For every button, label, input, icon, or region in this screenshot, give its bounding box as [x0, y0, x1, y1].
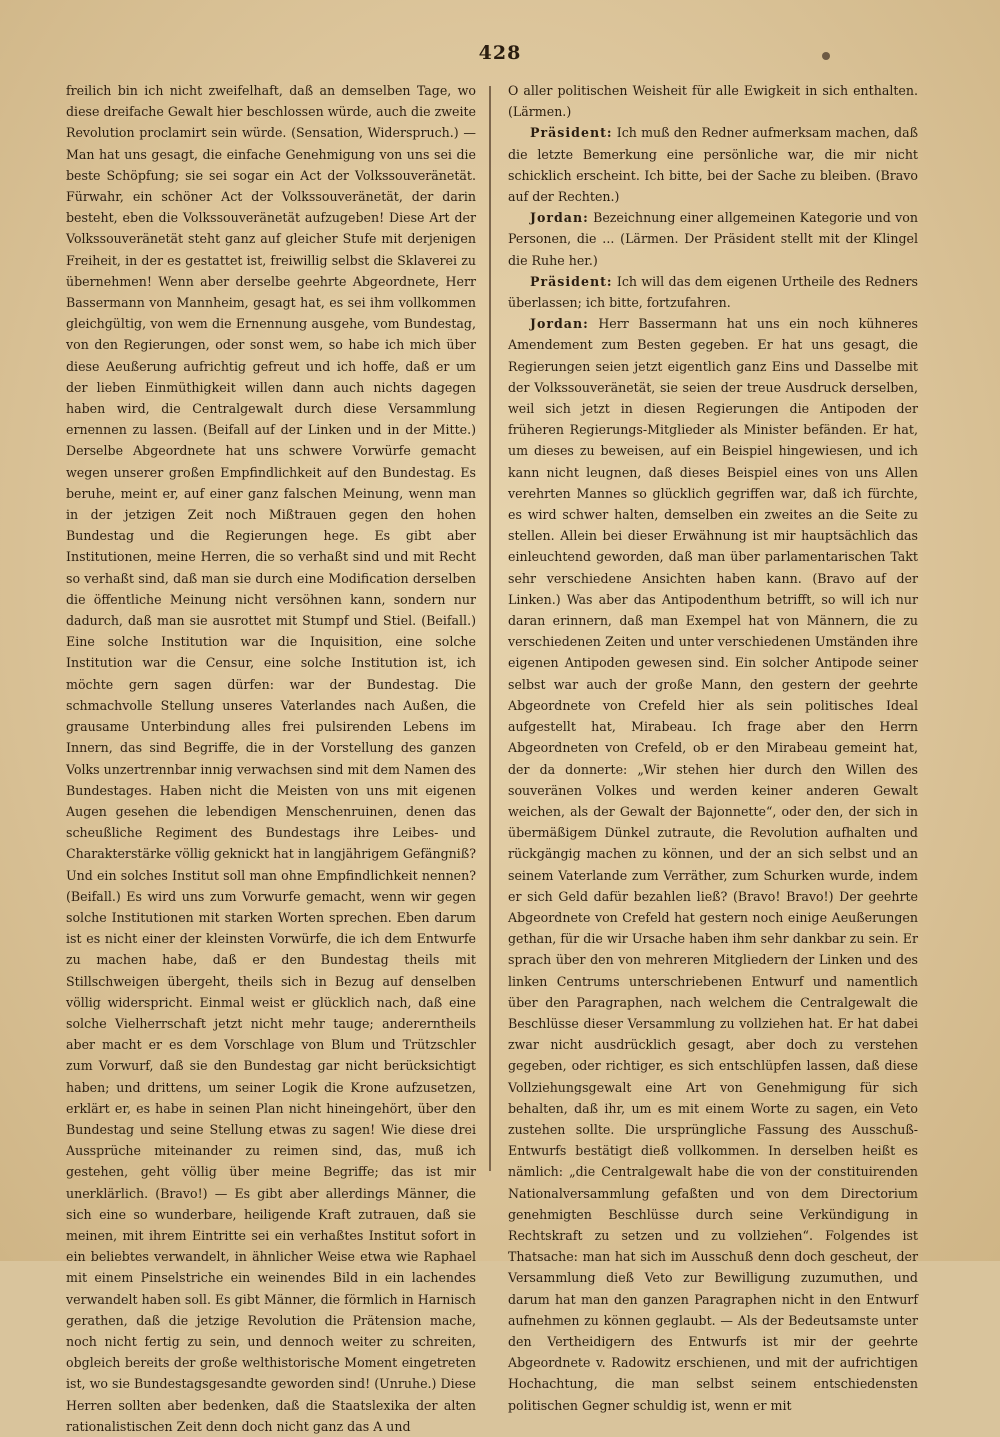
right-paragraph	[508, 80, 918, 122]
right-column	[508, 80, 918, 1413]
paragraph-text: Herr Bassermann hat uns ein noch kühneres Amendement zum Besten gegeben. Er hat uns gesagt, die Regierungen seien jetzt eigentlich ganz Eins und Dasselbe mit der Volkssouveränetät, sie seien der treue Ausdruck derselben, weil sich jetzt in diesen Regierungen die Antipoden der früheren Regierungs-Mitglieder als Minister befänden. Er hat, um dieses zu beweisen, auf ein Beispiel hingewiesen, und ich kann nicht leugnen, daß dieses Beispiel eines von uns Allen verehrten Mannes so glücklich gegriffen war, daß ich fürchte, es wird schwer halten, demselben ein zweites an die Seite zu stellen. Allein bei dieser Erwähnung ist mir hauptsächlich das einleuchtend geworden, daß man über parlamentarischen Takt sehr verschiedene Ansichten haben kann. (Bravo auf der Linken.) Was aber das Antipodenthum betrifft, so will ich nur daran erinnern, daß man Exempel hat von Männern, die zu verschiedenen Zeiten und unter verschiedenen Umständen ihre eigenen Antipoden gewesen sind. Ein solcher Antipode seiner selbst war auch der große Mann, den gestern der geehrte Abgeordnete von Crefeld hier als sein politisches Ideal aufgestellt hat, Mirabeau. Ich frage aber den Herrn Abgeordneten von Crefeld, ob er den Mirabeau gemeint hat, der da donnerte: „Wir stehen hier durch den Willen des souveränen Volkes und werden keiner anderen Gewalt weichen, als der Gewalt der Bajonnette“, oder den, der sich in übermäßigem Dünkel zutraute, die Revolution aufhalten und rückgängig machen zu können, und der an sich selbst und an seinem Vaterlande zum Verräther, zum Schurken wurde, indem er sich Geld dafür bezahlen ließ? (Bravo! Bravo!) Der geehrte Abgeordnete von Crefeld hat gestern noch einige Aeußerungen gethan, für die wir Ursache haben ihm sehr dankbar zu sein. Er sprach über den von mehreren Mitgliedern der Linken und des linken Centrums unterschriebenen Entwurf und namentlich über den Paragraphen, nach welchem die Centralgewalt die Beschlüsse dieser Versammlung zu vollziehen hat. Er hat dabei zwar nicht ausdrücklich gesagt, aber doch zu verstehen gegeben, oder richtiger, es sich entschlüpfen lassen, daß diese Vollziehungsgewalt eine Art von Genehmigung für sich behalten, daß ihr, um es mit einem Worte zu sagen, ein Veto zustehen sollte. Die ursprüngliche Fassung des Ausschuß-Entwurfs bestätigt dieß vollkommen. In derselben heißt es nämlich: „die Centralgewalt habe die von der constituirenden Nationalversammlung gefaßten und von dem Directorium genehmigten Beschlüsse durch seine Verkündigung in Rechtskraft zu setzen und zu vollziehen“. Folgendes ist Thatsache: man hat sich im Ausschuß denn doch gescheut, der Versammlung dieß Veto zur Bewilligung zuzumuthen, und darum hat man den ganzen Paragraphen nicht in den Entwurf aufnehmen zu können geglaubt. — Als der Bedeutsamste unter den Vertheidigern des Entwurfs ist mir der geehrte Abgeordnete v. Radowitz erschienen, und mit der aufrichtigen Hochachtung, die man selbst seinem entschiedensten politischen Gegner schuldig ist, wenn er mit	[508, 316, 918, 1413]
left-column	[66, 80, 476, 1434]
left-paragraph: freilich bin ich nicht zweifelhaft, daß an demselben Tage, wo diese dreifache Gewalt hier beschlossen würde, auch die zweite Revolution proclamirt sein würde. (Sensation, Widerspruch.) — Man hat uns gesagt, die einfache Genehmigung von uns sei die beste Schöpfung; sie sei sogar ein Act der Volkssouveränetät. Fürwahr, ein schöner Act der Volkssouveränetät, der darin besteht, eben die Volkssouveränetät aufzugeben! Diese Art der Volkssouveränetät steht ganz auf gleicher Stufe mit derjenigen Freiheit, in der es gestattet ist, freiwillig selbst die Sklaverei zu übernehmen! Wenn aber derselbe geehrte Abgeordnete, Herr Bassermann von Mannheim, gesagt hat, es sei ihm vollkommen gleichgültig, von wem die Ernennung ausgehe, vom Bundestag, von den Regierungen, oder sonst wem, so habe ich mich über diese Aeußerung aufrichtig gefreut und ich hoffe, daß er um der lieben Einmüthigkeit willen dann auch nichts dagegen haben wird, die Centralgewalt durch diese Versammlung ernennen zu lassen. (Beifall auf der Linken und in der Mitte.) Derselbe Abgeordnete hat uns schwere Vorwürfe gemacht wegen unserer großen Empfindlichkeit auf den Bundestag. Es beruhe, meint er, auf einer ganz falschen Meinung, wenn man in der jetzigen Zeit noch Mißtrauen gegen den hohen Bundestag und die Regierungen hege. Es gibt aber Institutionen, meine Herren, die so verhaßt sind und mit Recht so verhaßt sind, daß man sie durch eine Modification derselben die öffentliche Meinung nicht versöhnen kann, sondern nur dadurch, daß man sie ausrottet mit Stumpf und Stiel. (Beifall.) Eine solche Institution war die Inquisition, eine solche Institution war die Censur, eine solche Institution ist, ich möchte gern sagen dürfen: war der Bundestag. Die schmachvolle Stellung unseres Vaterlandes nach Außen, die grausame Unterbindung alles frei pulsirenden Lebens im Innern, das sind Begriffe, die in der Vorstellung des ganzen Volks unzertrennbar innig verwachsen sind mit dem Namen des Bundestages. Haben nicht die Meisten von uns mit eigenen Augen gesehen die lebendigen Menschenruinen, denen das scheußliche Regiment des Bundestags ihre Leibes- und Charakterstärke völlig geknickt hat in langjährigem Gefängniß? Und ein solches Institut soll man ohne Empfindlichkeit nennen? (Beifall.) Es wird uns zum Vorwurfe gemacht, wenn wir gegen solche Institutionen mit starken Worten sprechen. Eben darum ist es nicht einer der kleinsten Vorwürfe, die ich dem Entwurfe zu machen habe, daß er den Bundestag theils mit Stillschweigen übergeht, theils sich in Bezug auf denselben völlig widerspricht. Einmal weist er glücklich nach, daß eine solche Vielherrschaft jetzt nicht mehr tauge; andererntheils aber macht er es dem Vorschlage von Blum und Trützschler zum Vorwurf, daß sie den Bundestag gar nicht berücksichtigt haben; und drittens, um seiner Logik die Krone aufzusetzen, erklärt er, es habe in seinen Plan nicht hineingehört, über den Bundestag und seine Stellung etwas zu sagen! Wie diese drei Aussprüche miteinander zu reimen sind, das, muß ich gestehen, geht völlig über meine Begriffe; das ist mir unerklärlich. (Bravo!) — Es gibt aber allerdings Männer, die sich eine so wunderbare, heiligende Kraft zutrauen, daß sie meinen, mit ihrem Eintritte sei ein verhaßtes Institut sofort in ein beliebtes verwandelt, in ähnlicher Weise etwa wie Raphael mit einem Pinselstriche ein weinendes Bild in ein lachendes verwandelt haben soll. Es gibt Männer, die förmlich in Harnisch gerathen, daß die jetzige Revolution die Prätension mache, noch nicht fertig zu sein, und dennoch weiter zu schreiten, obgleich bereits der große welthistorische Moment eingetreten ist, wo sie Bundestagsgesandte geworden sind! (Unruhe.) Diese Herren sollten aber bedenken, daß die Staatslexika der alten rationalistischen Zeit denn doch nicht ganz das A und	[66, 83, 476, 1434]
column-divider	[489, 86, 491, 1171]
speaker-name: Präsident:	[530, 125, 613, 141]
speaker-name: Jordan:	[530, 210, 589, 226]
ink-spot	[822, 52, 830, 60]
paragraph-text: O aller politischen Weisheit für alle Ewigkeit in sich enthalten. (Lärmen.)	[508, 83, 918, 120]
paragraph-text: Ich will das dem eigenen Urtheile des Redners überlassen; ich bitte, fortzufahren.	[508, 273, 918, 311]
right-paragraph	[508, 207, 918, 271]
right-paragraph	[508, 313, 918, 1416]
speaker-name: Jordan:	[530, 316, 589, 332]
right-paragraph	[508, 271, 918, 313]
paragraph-text: Ich muß den Redner aufmerksam machen, daß die letzte Bemerkung eine persönliche war, die mir nicht schicklich erscheint. Ich bitte, bei der Sache zu bleiben. (Bravo auf der Rechten.)	[508, 125, 918, 205]
right-paragraph	[508, 122, 918, 207]
paragraph-text: Bezeichnung einer allgemeinen Kategorie und von Personen, die ... (Lärmen. Der Präsident stellt mit der Klingel die Ruhe her.)	[508, 210, 918, 268]
speaker-name: Präsident:	[530, 273, 613, 289]
page-number: 428	[478, 42, 522, 64]
